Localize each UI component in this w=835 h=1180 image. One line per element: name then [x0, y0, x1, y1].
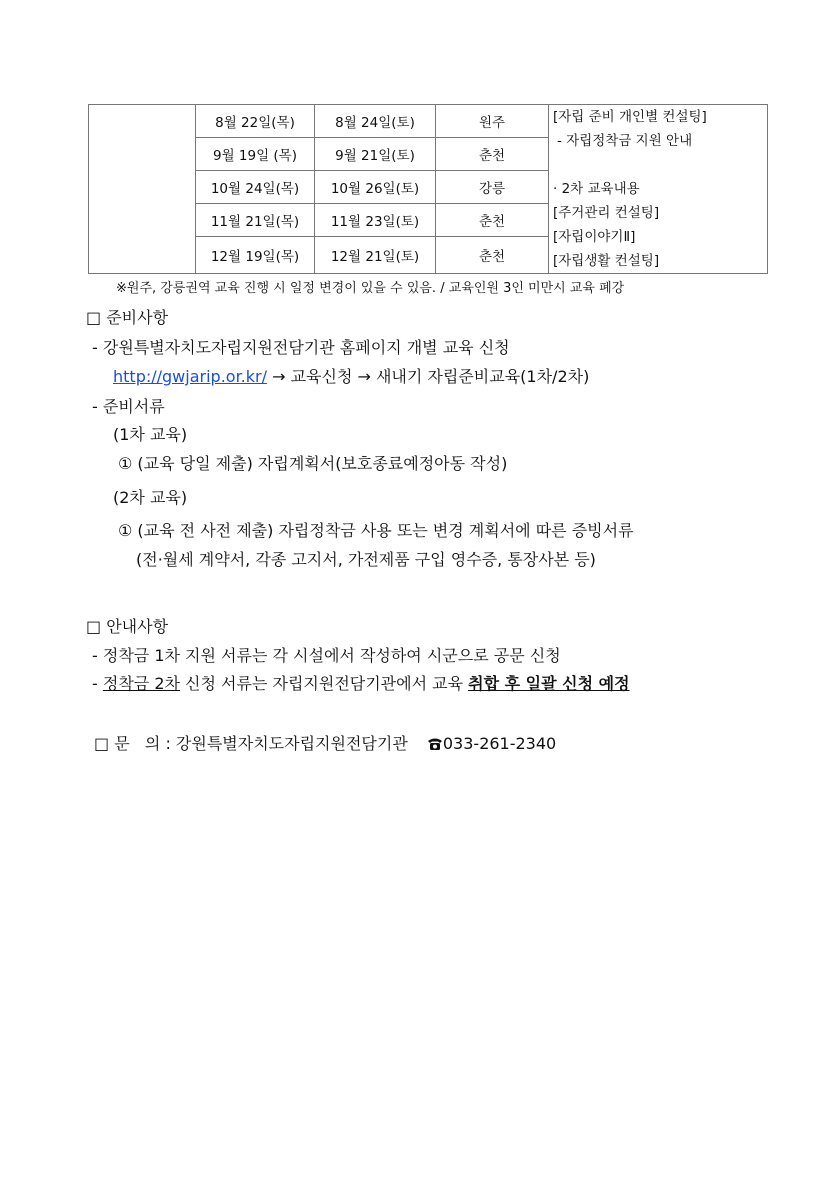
notice-mid: 신청 서류는 자립지원전담기관에서 교육: [179, 674, 469, 693]
second-edu-label: (2차 교육): [113, 488, 188, 507]
homepage-link[interactable]: http://gwjarip.or.kr/: [113, 367, 267, 386]
docs-heading: - 준비서류: [92, 397, 165, 416]
notice-line-1: - 정착금 1차 지원 서류는 각 시설에서 작성하여 시군으로 공문 신청: [92, 646, 561, 665]
end-date-cell: 12월 21일(토): [315, 236, 436, 273]
note-line: [자립생활 컨설팅]: [553, 253, 660, 269]
note-line: - 자립정착금 지원 안내: [557, 133, 693, 149]
note-line: · 2차 교육내용: [553, 181, 640, 197]
note-line: [553, 153, 767, 177]
place-cell: 춘천: [436, 137, 549, 170]
table-row: [89, 105, 768, 138]
note-line: [자립 준비 개인별 컨설팅]: [553, 109, 707, 125]
notice-emphasis: 취합 후 일괄 신청 예정: [468, 674, 630, 693]
apply-path: → 교육신청 → 새내기 자립준비교육(1차/2차): [267, 367, 590, 386]
second-edu-item: ① (교육 전 사전 제출) 자립정착금 사용 또는 변경 계획서에 따른 증빙서류: [118, 521, 634, 540]
schedule-table: [88, 104, 768, 274]
first-edu-item: ① (교육 당일 제출) 자립계획서(보호종료예정아동 작성): [118, 454, 508, 473]
notice-underlined: 정착금 2차: [102, 674, 180, 693]
apply-line: - 강원특별자치도자립지원전담기관 홈페이지 개별 교육 신청: [92, 338, 510, 357]
end-date-cell: 8월 24일(토): [315, 105, 436, 138]
footnote: ※원주, 강릉권역 교육 진행 시 일정 변경이 있을 수 있음. / 교육인원 3인 미만시 교육 폐강: [116, 281, 625, 296]
place-cell: 강릉: [436, 170, 549, 203]
end-date-cell: 11월 23일(토): [315, 203, 436, 236]
place-cell: 춘천: [436, 203, 549, 236]
notice-prefix: -: [92, 674, 103, 693]
end-date-cell: 10월 26일(토): [315, 170, 436, 203]
telephone-icon: [427, 736, 443, 755]
blank-cell: [89, 105, 196, 274]
start-date-cell: 9월 19일 (목): [196, 137, 315, 170]
notice-line-2: [92, 671, 630, 694]
place-cell: 원주: [436, 105, 549, 138]
start-date-cell: 11월 21일(목): [196, 203, 315, 236]
content-notes-cell: [549, 105, 768, 274]
contact-label: □ 문 의 : 강원특별자치도자립지원전담기관: [94, 734, 408, 753]
prep-heading: □ 준비사항: [86, 308, 169, 327]
start-date-cell: 8월 22일(목): [196, 105, 315, 138]
end-date-cell: 9월 21일(토): [315, 137, 436, 170]
contact-phone: 033-261-2340: [442, 734, 557, 753]
place-cell: 춘천: [436, 236, 549, 273]
start-date-cell: 10월 24일(목): [196, 170, 315, 203]
contact-line: [94, 731, 556, 755]
note-line: [자립이야기Ⅱ]: [553, 229, 636, 245]
notice-heading: □ 안내사항: [86, 617, 169, 636]
apply-path-line: [113, 364, 589, 387]
second-edu-detail: (전·월세 계약서, 각종 고지서, 가전제품 구입 영수증, 통장사본 등): [136, 550, 596, 569]
first-edu-label: (1차 교육): [113, 425, 188, 444]
note-line: [주거관리 컨설팅]: [553, 205, 660, 221]
start-date-cell: 12월 19일(목): [196, 236, 315, 273]
